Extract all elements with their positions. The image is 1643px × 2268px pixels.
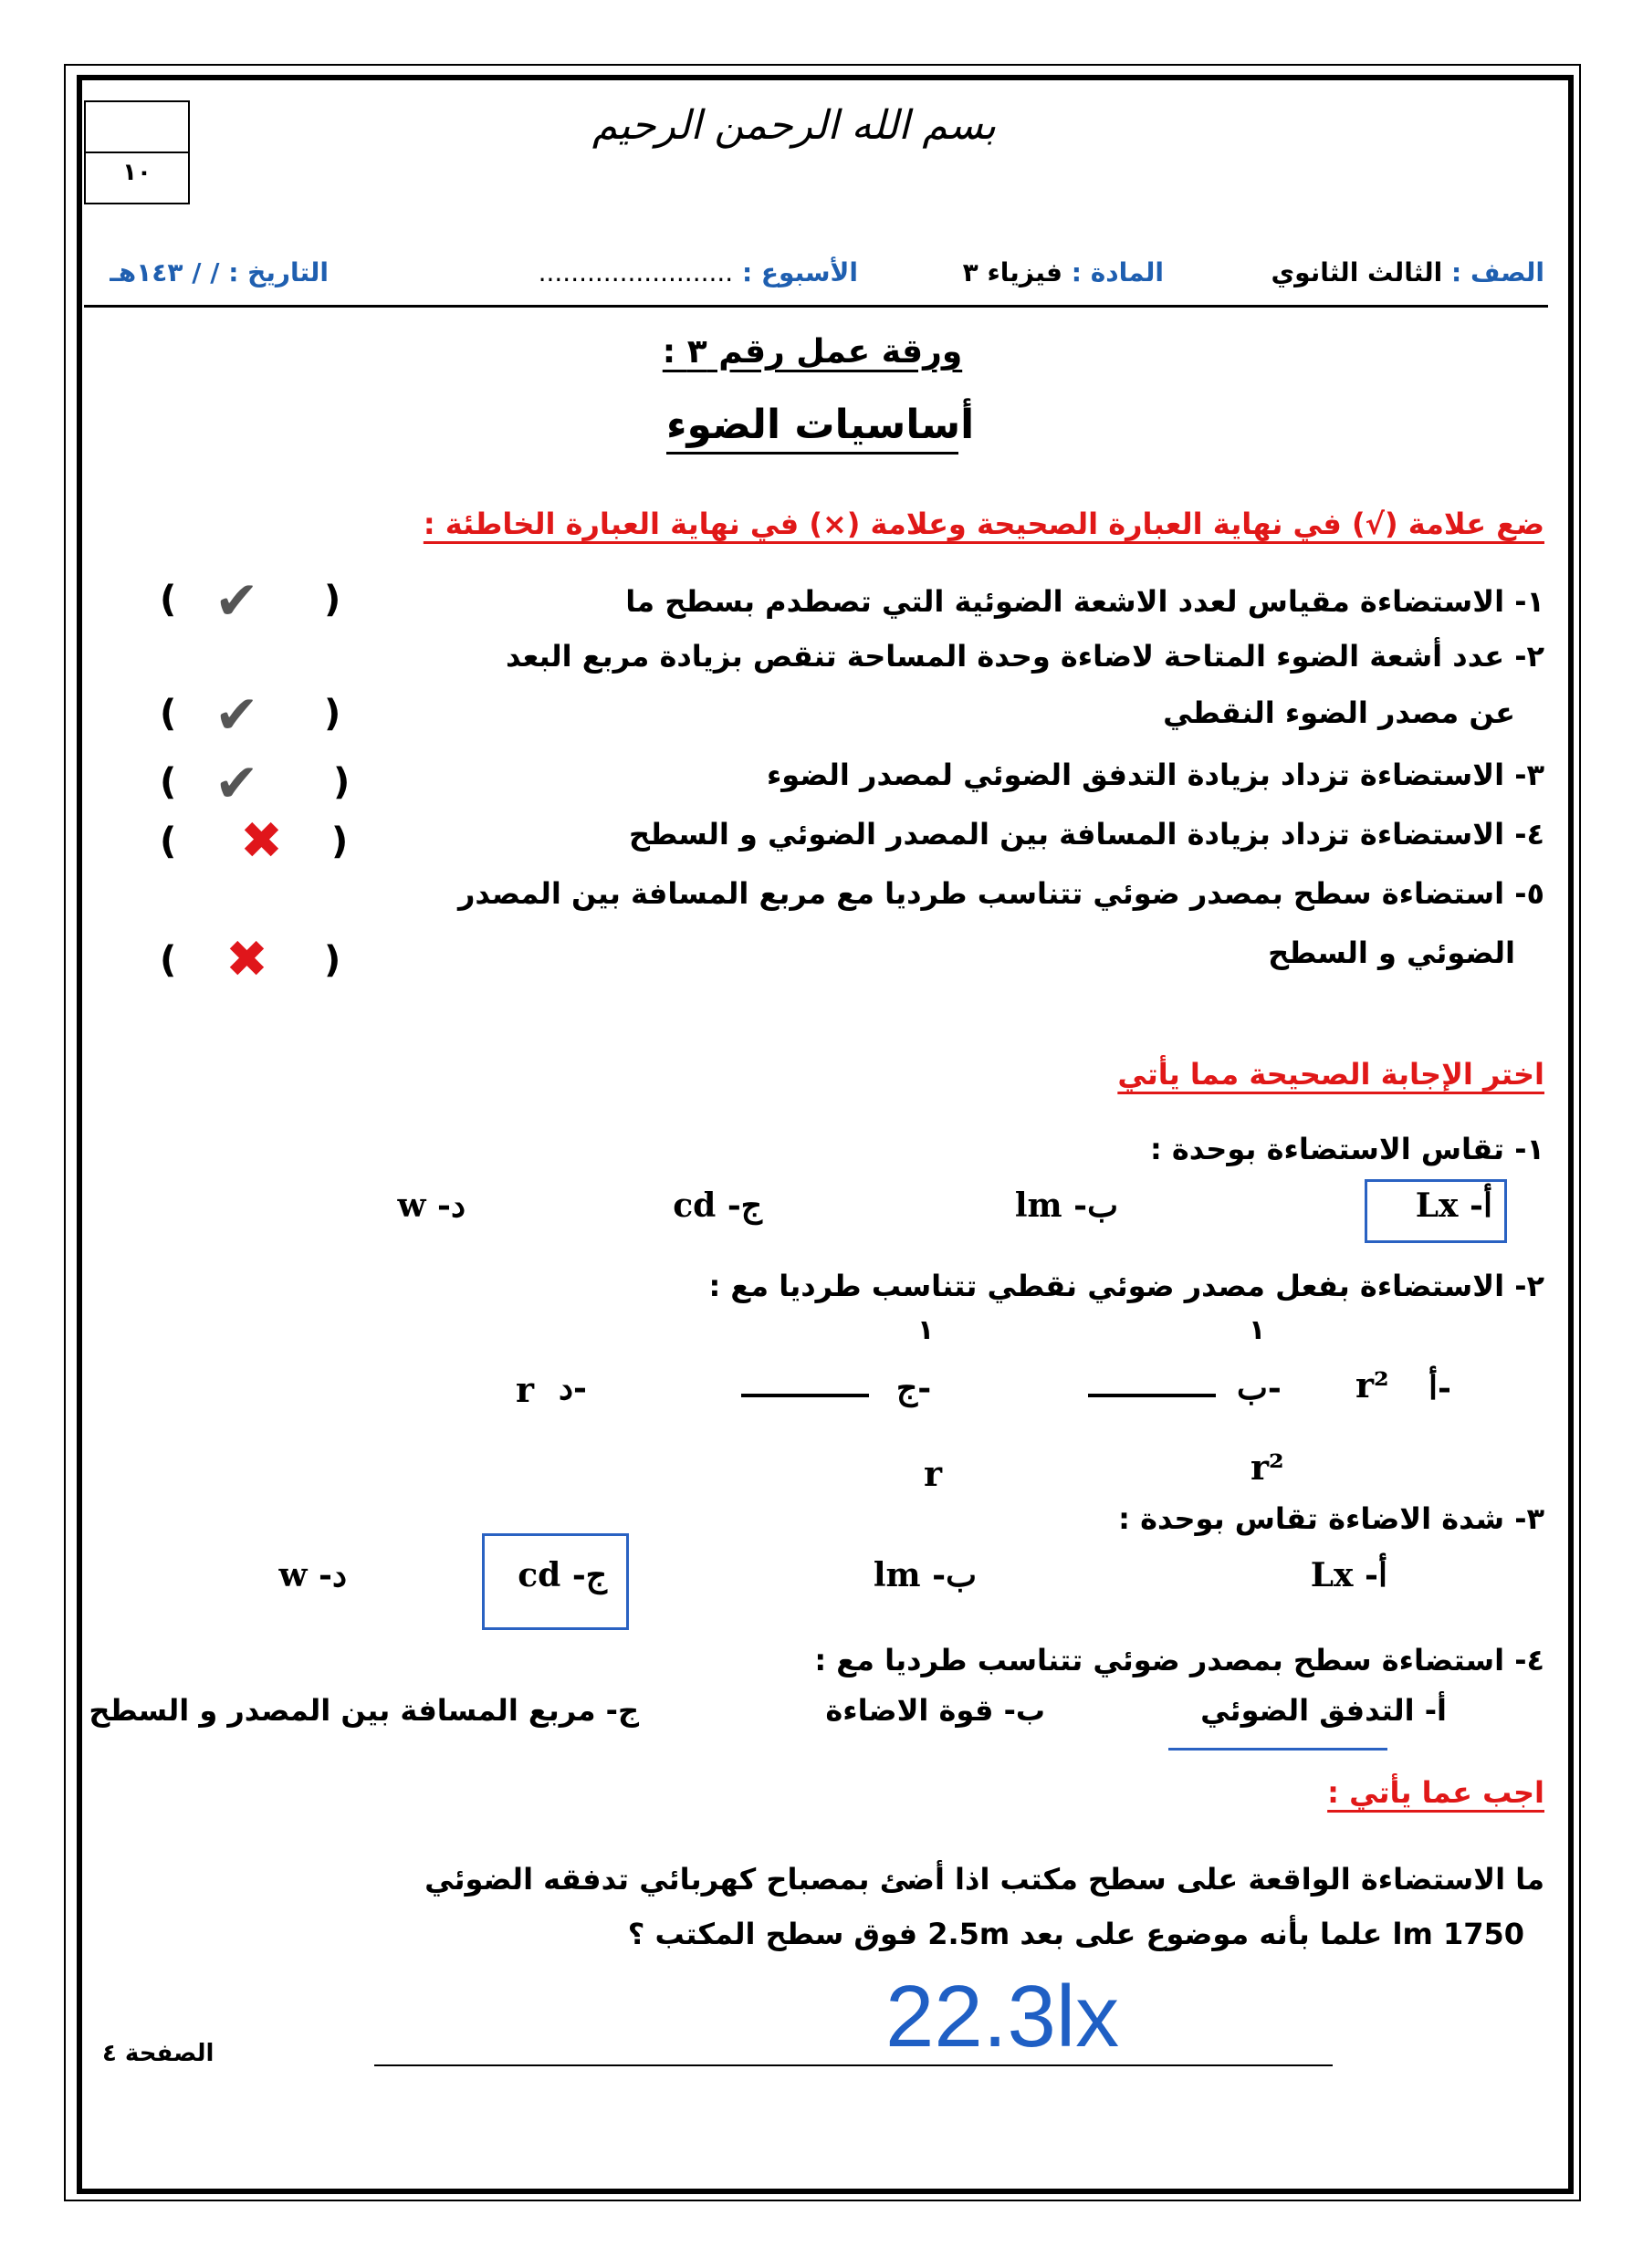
- s1-item1: ١- الاستضاءة مقياس لعدد الاشعة الضوئية التي تصطدم بسطح ما: [625, 584, 1544, 619]
- q2-option-c-fraction-bar: [741, 1394, 869, 1397]
- q2-option-b-numerator: ١: [1249, 1314, 1266, 1346]
- q3-option-d: د- w: [278, 1556, 347, 1594]
- close-paren: ): [324, 939, 341, 981]
- q3-option-a: أ- Lx: [1310, 1556, 1387, 1594]
- q4-option-a-underline: [1168, 1748, 1387, 1751]
- section1-heading: ضع علامة (√) في نهاية العبارة الصحيحة وعلامة (×) في نهاية العبارة الخاطئة :: [423, 507, 1544, 541]
- check-icon: ✔: [215, 570, 259, 632]
- s1-answer-5: [160, 930, 342, 990]
- s1-answer-3: [160, 752, 351, 814]
- s1-answer-2: [160, 684, 342, 746]
- close-paren: ): [333, 761, 351, 803]
- s3-answer-line: [374, 2064, 1333, 2066]
- close-paren: ): [331, 820, 349, 862]
- s1-item3: ٣- الاستضاءة تزداد بزيادة التدفق الضوئي لمصدر الضوء: [766, 758, 1544, 792]
- q3-text: ٣- شدة الاضاءة تقاس بوحدة :: [1118, 1501, 1544, 1536]
- s3-question-line1: ما الاستضاءة الواقعة على سطح مكتب اذا أضئ بمصباح كهربائي تدفقه الضوئي: [424, 1862, 1544, 1897]
- q1-option-a: أ- Lx: [1415, 1186, 1492, 1225]
- open-paren: (: [160, 693, 177, 735]
- s1-answer-4: [160, 811, 349, 872]
- q2-option-b-fraction-bar: [1088, 1394, 1216, 1397]
- s1-item2-line1: ٢- عدد أشعة الضوء المتاحة لاضاءة وحدة المساحة تنقص بزيادة مربع البعد: [506, 639, 1544, 674]
- page-number: الصفحة ٤: [102, 2040, 215, 2067]
- q2-option-d-label: د-: [559, 1369, 587, 1407]
- header-rule: [84, 305, 1548, 308]
- q2-option-a-value: r²: [1355, 1364, 1389, 1406]
- close-paren: ): [324, 579, 341, 621]
- cross-icon: ✖: [225, 930, 268, 989]
- date-value: / / ١٤٣هـ: [110, 257, 220, 287]
- check-icon: ✔: [215, 684, 259, 746]
- grade-label: الصف :: [1451, 257, 1544, 287]
- section2-heading: اختر الإجابة الصحيحة مما يأتي: [1117, 1057, 1544, 1092]
- cross-icon: ✖: [240, 811, 283, 871]
- q1-option-b: ب- lm: [1014, 1186, 1118, 1225]
- q1-option-d: د- w: [397, 1186, 466, 1225]
- worksheet-number: ورقة عمل رقم ٣ :: [662, 333, 963, 371]
- subject-field: [963, 257, 1164, 287]
- check-icon: ✔: [215, 752, 259, 814]
- open-paren: (: [160, 761, 177, 803]
- s3-question-line2: 1750 lm علما بأنه موضوع على بعد 2.5m فوق سطح المكتب ؟: [627, 1917, 1524, 1951]
- q4-option-c: ج- مربع المسافة بين المصدر و السطح: [89, 1693, 639, 1728]
- s3-answer: 22.3lx: [885, 1968, 1120, 2065]
- q2-option-c-label: ج-: [896, 1369, 932, 1407]
- open-paren: (: [160, 579, 177, 621]
- week-label: الأسبوع :: [741, 257, 858, 287]
- section3-heading: اجب عما يأتي :: [1327, 1775, 1544, 1810]
- worksheet-title: أساسيات الضوء: [666, 402, 975, 448]
- subject-value: فيزياء ٣: [962, 257, 1062, 287]
- basmala: بسم الله الرحمن الرحيم: [591, 102, 997, 149]
- grade-value: الثالث الثانوي: [1271, 257, 1443, 287]
- subject-label: المادة :: [1071, 257, 1164, 287]
- grade-field: [1271, 257, 1545, 287]
- grade-box: [84, 100, 190, 204]
- q3-option-c: ج- cd: [518, 1556, 607, 1594]
- q2-option-b-label: ب-: [1237, 1369, 1282, 1407]
- q1-text: ١- تقاس الاستضاءة بوحدة :: [1149, 1132, 1544, 1166]
- s1-item5-line2: الضوئي و السطح: [1268, 935, 1515, 970]
- date-label: التاريخ :: [228, 257, 329, 287]
- close-paren: ): [324, 693, 341, 735]
- grade-box-number: ١٠: [122, 159, 152, 186]
- q2-option-c-denominator: r: [924, 1453, 943, 1494]
- q1-option-c: ج- cd: [673, 1186, 762, 1225]
- q2-option-a-label: أ-: [1428, 1369, 1451, 1407]
- q2-text: ٢- الاستضاءة بفعل مصدر ضوئي نقطي تتناسب طرديا مع :: [708, 1269, 1544, 1303]
- week-dots: ........................: [538, 257, 734, 287]
- week-field: [539, 257, 858, 287]
- q4-option-b: ب- قوة الاضاءة: [825, 1693, 1045, 1728]
- q4-text: ٤- استضاءة سطح بمصدر ضوئي تتناسب طرديا مع :: [814, 1643, 1544, 1677]
- q3-option-b: ب- lm: [873, 1556, 977, 1594]
- q2-option-b-denominator: r²: [1251, 1447, 1284, 1488]
- open-paren: (: [160, 939, 177, 981]
- q4-option-a: أ- التدفق الضوئي: [1200, 1693, 1447, 1728]
- s1-answer-1: [160, 570, 342, 632]
- q2-option-c-numerator: ١: [917, 1314, 935, 1346]
- date-field: [110, 257, 329, 287]
- q2-option-d-value: r: [516, 1369, 535, 1410]
- s1-item2-line2: عن مصدر الضوء النقطي: [1163, 695, 1515, 730]
- s1-item4: ٤- الاستضاءة تزداد بزيادة المسافة بين المصدر الضوئي و السطح: [629, 817, 1544, 852]
- s1-item5-line1: ٥- استضاءة سطح بمصدر ضوئي تتناسب طرديا مع مربع المسافة بين المصدر: [457, 876, 1544, 911]
- worksheet-title-underline: [666, 452, 958, 455]
- open-paren: (: [160, 820, 177, 862]
